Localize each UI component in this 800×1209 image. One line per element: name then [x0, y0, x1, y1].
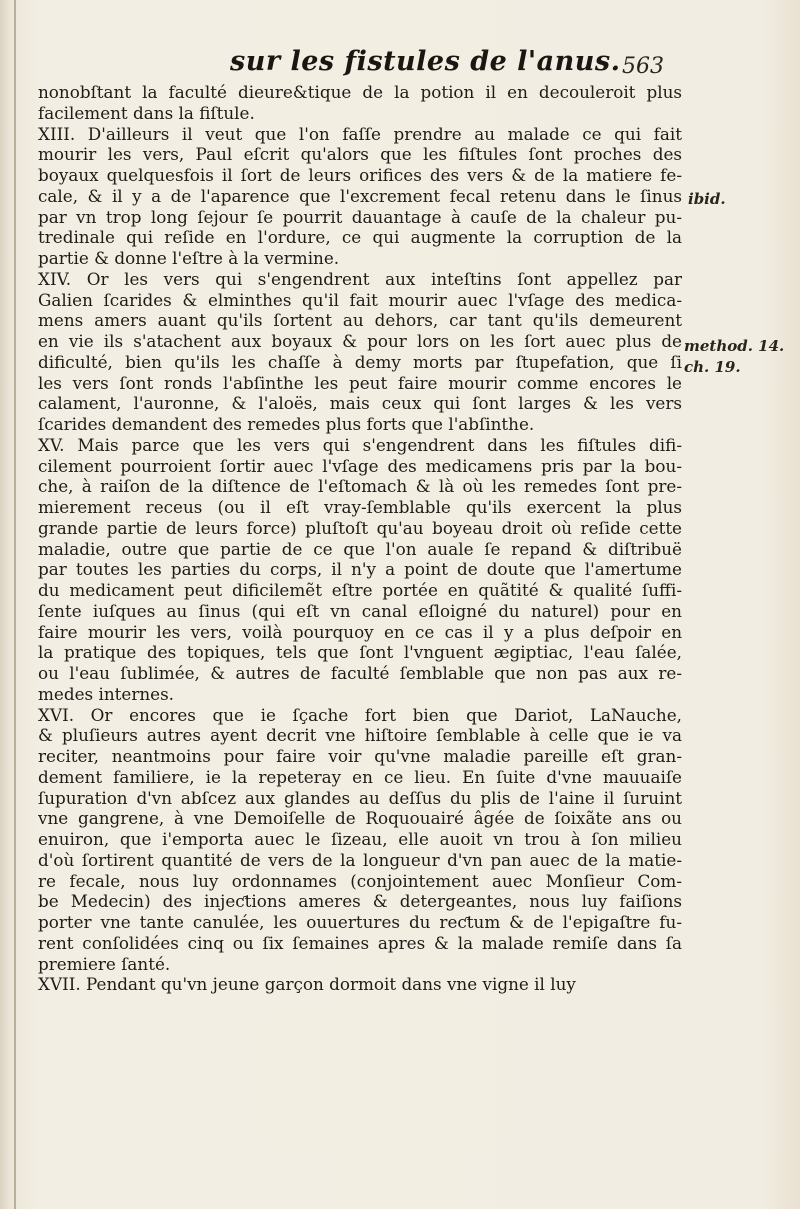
margin-note-ibid: ibid.	[688, 190, 726, 208]
text-line: ſente iuſques au ſinus (qui eſt vn canal eſloigné du naturel) pour en	[38, 600, 682, 621]
text-line: rent conſolidées cinq ou ſix ſemaines apres & la malade remiſe dans ſa	[38, 932, 682, 953]
text-line: dificulté, bien qu'ils les chaſſe à demy morts par ſtupefation, que ſi	[38, 351, 682, 372]
text-line: cilement pourroient ſortir auec l'vſage des medicamens pris par la bou-	[38, 455, 682, 476]
text-line: par toutes les parties du corps, il n'y a point de doute que l'amertume	[38, 559, 682, 580]
page-header	[0, 46, 800, 86]
running-title: sur les fistules de l'anus.	[230, 46, 621, 77]
text-line: XIII. D'ailleurs il veut que l'on faſſe prendre au malade ce qui fait	[38, 123, 682, 144]
text-line: cale, & il y a de l'aparence que l'excrement fecal retenu dans le ſinus	[38, 185, 682, 206]
text-line: mierement receus (ou il eſt vray-ſemblable qu'ils exercent la plus	[38, 497, 682, 517]
text-line: XV. Mais parce que les vers qui s'engendrent dans les fiſtules difi-	[38, 434, 682, 455]
text-line: porter vne tante canulée, les ouuertures du reƈtum & de l'epigaſtre fu-	[38, 912, 682, 932]
text-line: medes internes.	[38, 683, 175, 704]
text-line: la pratique des topiques, tels que ſont l'vnguent ægiptiac, l'eau ſalée,	[38, 642, 682, 663]
text-line: vne gangrene, à vne Demoiſelle de Roquouairé âgée de ſoixãte ans ou	[38, 808, 682, 829]
text-line: re fecale, nous luy ordonnames (conjointement auec Monſieur Com-	[38, 870, 682, 891]
text-line: tredinale qui reſide en l'ordure, ce qui augmente la corruption de la	[38, 227, 682, 248]
text-line: du medicament peut dificilemẽt eſtre portée en quãtité & qualité ſuffi-	[38, 580, 682, 600]
margin-note-method: method. 14.	[684, 337, 785, 355]
text-line: mens amers auant qu'ils ſortent au dehors, car tant qu'ils demeurent	[38, 310, 682, 331]
text-line: les vers ſont ronds l'abſinthe les peut faire mourir comme encores le	[38, 372, 682, 393]
text-line: faire mourir les vers, voilà pourquoy en ce cas il y a plus deſpoir en	[38, 621, 682, 642]
margin-note-chapter: ch. 19.	[684, 358, 741, 376]
text-line: reciter, neantmoins pour faire voir qu'vne maladie pareille eſt gran-	[38, 746, 682, 766]
text-line: premiere ſanté.	[38, 953, 171, 974]
text-line: grande partie de leurs force) pluſtoſt qu'au boyeau droit où reſide cette	[38, 517, 682, 538]
text-line: facilement dans la fiſtule.	[38, 102, 255, 123]
text-line: XVI. Or encores que ie ſçache fort bien que Dariot, LaNauche,	[38, 704, 682, 725]
page-binding-shadow	[14, 0, 16, 1209]
text-line: XVII. Pendant qu'vn jeune garçon dormoit dans vne vigne il luy	[38, 974, 576, 995]
text-line: maladie, outre que partie de ce que l'on auale ſe repand & diſtribuë	[38, 538, 682, 559]
text-line: enuiron, que i'emporta auec le ſizeau, elle auoit vn trou à ſon milieu	[38, 829, 682, 849]
text-line: partie & donne l'eſtre à la vermine.	[38, 248, 340, 268]
body-text	[38, 82, 682, 995]
text-line: nonobſtant la faculté dieure&tique de la potion il en decoulerоit plus	[38, 82, 682, 102]
text-line: par vn trop long ſejour ſe pourrit dauantage à cauſe de la chaleur pu-	[38, 206, 682, 227]
text-line: ſcarides demandent des remedes plus forts que l'abſinthe.	[38, 414, 535, 434]
page-number: 563	[622, 54, 664, 79]
text-line: ou l'eau ſublimée, & autres de faculté ſemblable que non pas aux re-	[38, 663, 682, 683]
text-line: d'où ſortirent quantité de vers de la longueur d'vn pan auec de la matie-	[38, 849, 682, 870]
text-line: calament, l'auronne, & l'aloës, mais ceux qui ſont larges & les vers	[38, 393, 682, 414]
text-line: ſupuration d'vn abſcez aux glandes au deſſus du plis de l'aine il ſuruint	[38, 787, 682, 808]
text-line: be Medecin) des injeƈtions ameres & detergeantes, nous luy faiſions	[38, 891, 682, 912]
text-line: mourir les vers, Paul eſcrit qu'alors que les fiſtules ſont proches des	[38, 144, 682, 165]
text-line: & pluſieurs autres ayent decrit vne hiſtoire ſemblable à celle que ie va	[38, 725, 682, 746]
text-line: XIV. Or les vers qui s'engendrent aux inteſtins ſont appellez par	[38, 268, 682, 289]
text-line: che, à raiſon de la diſtence de l'eſtomach & là où les remedes ſont pre-	[38, 476, 682, 497]
text-line: boyaux quelquesfois il ſort de leurs orifices des vers & de la matiere fe-	[38, 165, 682, 185]
text-line: en vie ils s'atachent aux boyaux & pour lors on les ſort auec plus de	[38, 331, 682, 351]
text-line: dement familiere, ie la repeteray en ce lieu. En ſuite d'vne mauuaiſe	[38, 766, 682, 787]
text-line: Galien ſcarides & elminthes qu'il fait mourir auec l'vſage des medica-	[38, 289, 682, 310]
